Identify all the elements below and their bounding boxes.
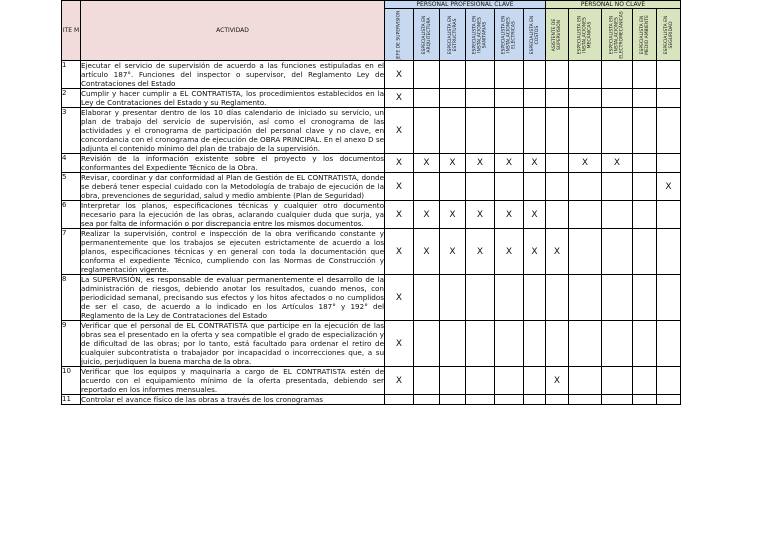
row-activity-text: La SUPERVISIÓN, es responsable de evaluar permanentemente el desarrollo de la administración de riesgos, debiendo anotar los resultados, cuando menos, con periodicidad semanal, precisando sus efectos y los hitos afectados o no cumplidos de ser el caso, de acuerdo a lo indicado en los Artículos 187° y 192° del Reglamento de la Ley de Contrataciones del Estado (81, 275, 384, 320)
assignment-mark (440, 61, 466, 89)
row-activity-text: Verificar que los equipos y maquinaria a cargo de EL CONTRATISTA estén de acuerdo con el equipamiento mínimo de la oferta presentada, debiendo ser reportado en los informes mensuales. (81, 367, 384, 394)
assignment-mark (414, 321, 440, 367)
table-row (62, 229, 681, 275)
assignment-mark (633, 61, 657, 89)
assignment-mark (546, 108, 569, 154)
assignment-mark (495, 89, 524, 108)
assignment-mark: X (385, 173, 414, 201)
assignment-mark (602, 89, 633, 108)
table-row (62, 154, 681, 173)
assignment-mark: X (414, 229, 440, 275)
role-header (633, 9, 657, 61)
assignment-mark: X (546, 367, 569, 395)
assignment-mark (633, 154, 657, 173)
assignment-mark (602, 201, 633, 229)
role-label: ESPECIALISTA EN INSTALACIONES ELÉCTRICAS (501, 15, 517, 54)
assignment-mark: X (602, 154, 633, 173)
assignment-mark (569, 173, 602, 201)
assignment-mark (414, 395, 440, 405)
assignment-mark (602, 275, 633, 321)
assignment-mark: X (385, 229, 414, 275)
assignment-mark: X (385, 275, 414, 321)
assignment-mark (495, 275, 524, 321)
role-header (440, 9, 466, 61)
row-activity-text: Revisión de la información existente sobre el proyecto y los documentos conformantes del Expediente Técnico de la Obra. (81, 154, 384, 172)
assignment-mark: X (414, 201, 440, 229)
role-label: ESPECIALISTA EN INSTALACIONES SANITARIAS (472, 15, 488, 54)
assignment-mark (657, 229, 681, 275)
assignment-mark: X (524, 201, 546, 229)
assignment-mark: X (385, 108, 414, 154)
assignment-mark (569, 108, 602, 154)
row-item-number: 11 (62, 395, 81, 405)
role-header (524, 9, 546, 61)
assignment-mark (440, 89, 466, 108)
row-item-number: 8 (62, 275, 81, 321)
assignment-mark (657, 61, 681, 89)
assignment-mark (524, 89, 546, 108)
assignment-mark (524, 173, 546, 201)
assignment-mark (546, 201, 569, 229)
assignment-mark (602, 321, 633, 367)
role-header (385, 9, 414, 61)
assignment-mark (633, 173, 657, 201)
assignment-mark (633, 108, 657, 154)
role-label: ESPECIALISTA EN SEGURIDAD (663, 15, 674, 54)
assignment-mark (633, 201, 657, 229)
role-label: ASISTENTE DE SUPERVISION (552, 18, 562, 51)
row-item-number: 1 (62, 61, 81, 89)
header-group-no-clave: PERSONAL NO CLAVE (546, 1, 681, 9)
assignment-mark (495, 61, 524, 89)
assignment-mark (657, 321, 681, 367)
assignment-mark (546, 275, 569, 321)
table-row (62, 395, 681, 405)
header-group-profesional-clave: PERSONAL PROFESIONAL CLAVE (385, 1, 546, 9)
assignment-mark (466, 108, 495, 154)
assignment-mark (602, 395, 633, 405)
table-row (62, 89, 681, 108)
assignment-mark (440, 173, 466, 201)
assignment-mark: X (495, 229, 524, 275)
assignment-mark: X (495, 154, 524, 173)
role-header (602, 9, 633, 61)
assignment-mark (414, 173, 440, 201)
assignment-mark: X (440, 229, 466, 275)
role-label: ESPECIALISTA EN INSTALACIONES ELECTROMECÁNICAS (609, 10, 625, 59)
row-activity-text: Realizar la supervisión, control e inspección de la obra verificando constante y permanentemente que los trabajos se ejecuten estrictamente de acuerdo a los planos, especificaciones técnicas y en general con toda la documentación que conforma el expediente Técnico, cumpliendo con las Normas de Construcción y reglamentación vigente. (81, 229, 384, 274)
assignment-mark (466, 61, 495, 89)
role-label: ESPECIALISTA EN MEDIO AMBIENTE (639, 14, 650, 55)
assignment-mark: X (385, 367, 414, 395)
assignment-mark (546, 173, 569, 201)
row-item-number: 6 (62, 201, 81, 229)
assignment-mark: X (546, 229, 569, 275)
assignment-mark: X (495, 201, 524, 229)
role-header (495, 9, 524, 61)
role-label: ESPECIALISTA EN ARQUITECTURA (421, 15, 432, 54)
assignment-mark: X (385, 321, 414, 367)
assignment-mark (633, 321, 657, 367)
assignment-mark (524, 321, 546, 367)
assignment-mark: X (440, 201, 466, 229)
table-row (62, 275, 681, 321)
assignment-mark (657, 275, 681, 321)
assignment-mark (569, 395, 602, 405)
assignment-mark (633, 275, 657, 321)
row-item-number: 10 (62, 367, 81, 395)
assignment-mark (385, 395, 414, 405)
assignment-mark (524, 395, 546, 405)
assignment-mark (466, 321, 495, 367)
assignment-mark (602, 229, 633, 275)
assignment-mark (657, 367, 681, 395)
assignment-mark (657, 395, 681, 405)
assignment-mark (569, 321, 602, 367)
assignment-mark: X (657, 173, 681, 201)
assignment-mark (569, 367, 602, 395)
assignment-mark: X (466, 201, 495, 229)
table-row (62, 108, 681, 154)
row-activity-text: Interpretar los planos, especificaciones técnicas y cualquier otro documento necesario para la ejecución de las obras, aclarando cualquier duda que surja, ya sea por falta de información o por discrepancia entre los mismos documentos. (81, 201, 384, 228)
assignment-mark (546, 321, 569, 367)
assignment-mark (657, 154, 681, 173)
row-item-number: 5 (62, 173, 81, 201)
row-activity-text: Cumplir y hacer cumplir a EL CONTRATISTA, los procedimientos establecidos en la Ley de Contrataciones del Estado y su Reglamento. (81, 89, 384, 107)
assignment-mark (546, 154, 569, 173)
assignment-mark (414, 275, 440, 321)
row-activity-text: Revisar, coordinar y dar conformidad al Plan de Gestión de EL CONTRATISTA, donde se deberá tener especial cuidado con la Metodología de trabajo de ejecución de la obra, prevenciones de seguridad, salud y medio ambiente (Plan de Seguridad) (81, 173, 384, 200)
assignment-mark (440, 395, 466, 405)
row-activity-text: Ejecutar el servicio de supervisión de acuerdo a las funciones estipuladas en el artículo 187°. Funciones del inspector o supervisor, del Reglamento Ley de Contrataciones del Estado (81, 61, 384, 88)
assignment-mark (602, 173, 633, 201)
assignment-mark: X (466, 154, 495, 173)
role-label: ESPECIALISTA EN INSTALACIONES MECÁNICAS (577, 15, 593, 54)
role-label: ESPECIALISTA EN ESTRUCTURAS (447, 15, 458, 54)
assignment-mark (569, 275, 602, 321)
assignment-mark (466, 367, 495, 395)
row-activity-text: Elaborar y presentar dentro de los 10 días calendario de iniciado su servicio, un plan de trabajo del servicio de supervisión, así como el cronograma de las actividades y el cronograma de participación del personal clave y no clave, en concordancia con el cronograma de ejecución de OBRA PRINCIPAL. En el anexo D se adjunta el contenido mínimo del plan de trabajo de la supervisión. (81, 108, 384, 153)
assignment-mark (633, 367, 657, 395)
assignment-mark (414, 367, 440, 395)
assignment-mark (466, 173, 495, 201)
responsibility-matrix-table (61, 0, 681, 405)
role-header (466, 9, 495, 61)
assignment-mark: X (385, 89, 414, 108)
assignment-mark: X (385, 201, 414, 229)
assignment-mark (569, 61, 602, 89)
assignment-mark (466, 275, 495, 321)
assignment-mark: X (440, 154, 466, 173)
table-row (62, 201, 681, 229)
assignment-mark (440, 367, 466, 395)
role-header (546, 9, 569, 61)
assignment-mark: X (524, 229, 546, 275)
assignment-mark (524, 108, 546, 154)
assignment-mark (440, 321, 466, 367)
assignment-mark (495, 173, 524, 201)
assignment-mark (495, 321, 524, 367)
table-header (62, 1, 681, 61)
assignment-mark (633, 89, 657, 108)
assignment-mark (657, 201, 681, 229)
assignment-mark (414, 89, 440, 108)
assignment-mark (524, 275, 546, 321)
header-actividad: ACTIVIDAD (81, 1, 385, 61)
assignment-mark (633, 395, 657, 405)
assignment-mark (414, 108, 440, 154)
assignment-mark (524, 61, 546, 89)
assignment-mark: X (466, 229, 495, 275)
table-body (62, 61, 681, 405)
row-item-number: 9 (62, 321, 81, 367)
assignment-mark (414, 61, 440, 89)
assignment-mark: X (414, 154, 440, 173)
assignment-mark (602, 367, 633, 395)
assignment-mark (466, 395, 495, 405)
assignment-mark (657, 89, 681, 108)
assignment-mark (633, 229, 657, 275)
table-row (62, 173, 681, 201)
assignment-mark: X (385, 61, 414, 89)
assignment-mark (546, 395, 569, 405)
row-item-number: 4 (62, 154, 81, 173)
row-item-number: 7 (62, 229, 81, 275)
assignment-mark (440, 275, 466, 321)
assignment-mark (440, 108, 466, 154)
row-activity-text: Verificar que el personal de EL CONTRATISTA que participe en la ejecución de las obras sea el presentado en la oferta y sea compatible el grado de especialización y de dificultad de las obras; por lo tanto, está facultado para ordenar el retiro de cualquier subcontratista o trabajador por incapacidad o incorrecciones que, a su juicio, perjudiquen la buena marcha de la obra. (81, 321, 384, 366)
assignment-mark (602, 108, 633, 154)
table-row (62, 367, 681, 395)
assignment-mark (569, 89, 602, 108)
role-header (657, 9, 681, 61)
assignment-mark (546, 61, 569, 89)
assignment-mark: X (524, 154, 546, 173)
assignment-mark (602, 61, 633, 89)
assignment-mark: X (569, 154, 602, 173)
assignment-mark: X (385, 154, 414, 173)
table-row (62, 61, 681, 89)
table-row (62, 321, 681, 367)
assignment-mark (495, 367, 524, 395)
assignment-mark (524, 367, 546, 395)
role-header (569, 9, 602, 61)
row-activity-text: Controlar el avance físico de las obras a través de los cronogramas (81, 395, 385, 405)
assignment-mark (657, 108, 681, 154)
assignment-mark (495, 108, 524, 154)
role-label: ESPECIALISTA EN COSTOS (529, 15, 540, 54)
role-label: JEFE DE SUPERVISION (396, 10, 402, 59)
row-item-number: 3 (62, 108, 81, 154)
assignment-mark (466, 89, 495, 108)
assignment-mark (495, 395, 524, 405)
assignment-mark (569, 201, 602, 229)
assignment-mark (569, 229, 602, 275)
role-header (414, 9, 440, 61)
row-item-number: 2 (62, 89, 81, 108)
header-item: ITE M (62, 1, 81, 61)
assignment-mark (546, 89, 569, 108)
